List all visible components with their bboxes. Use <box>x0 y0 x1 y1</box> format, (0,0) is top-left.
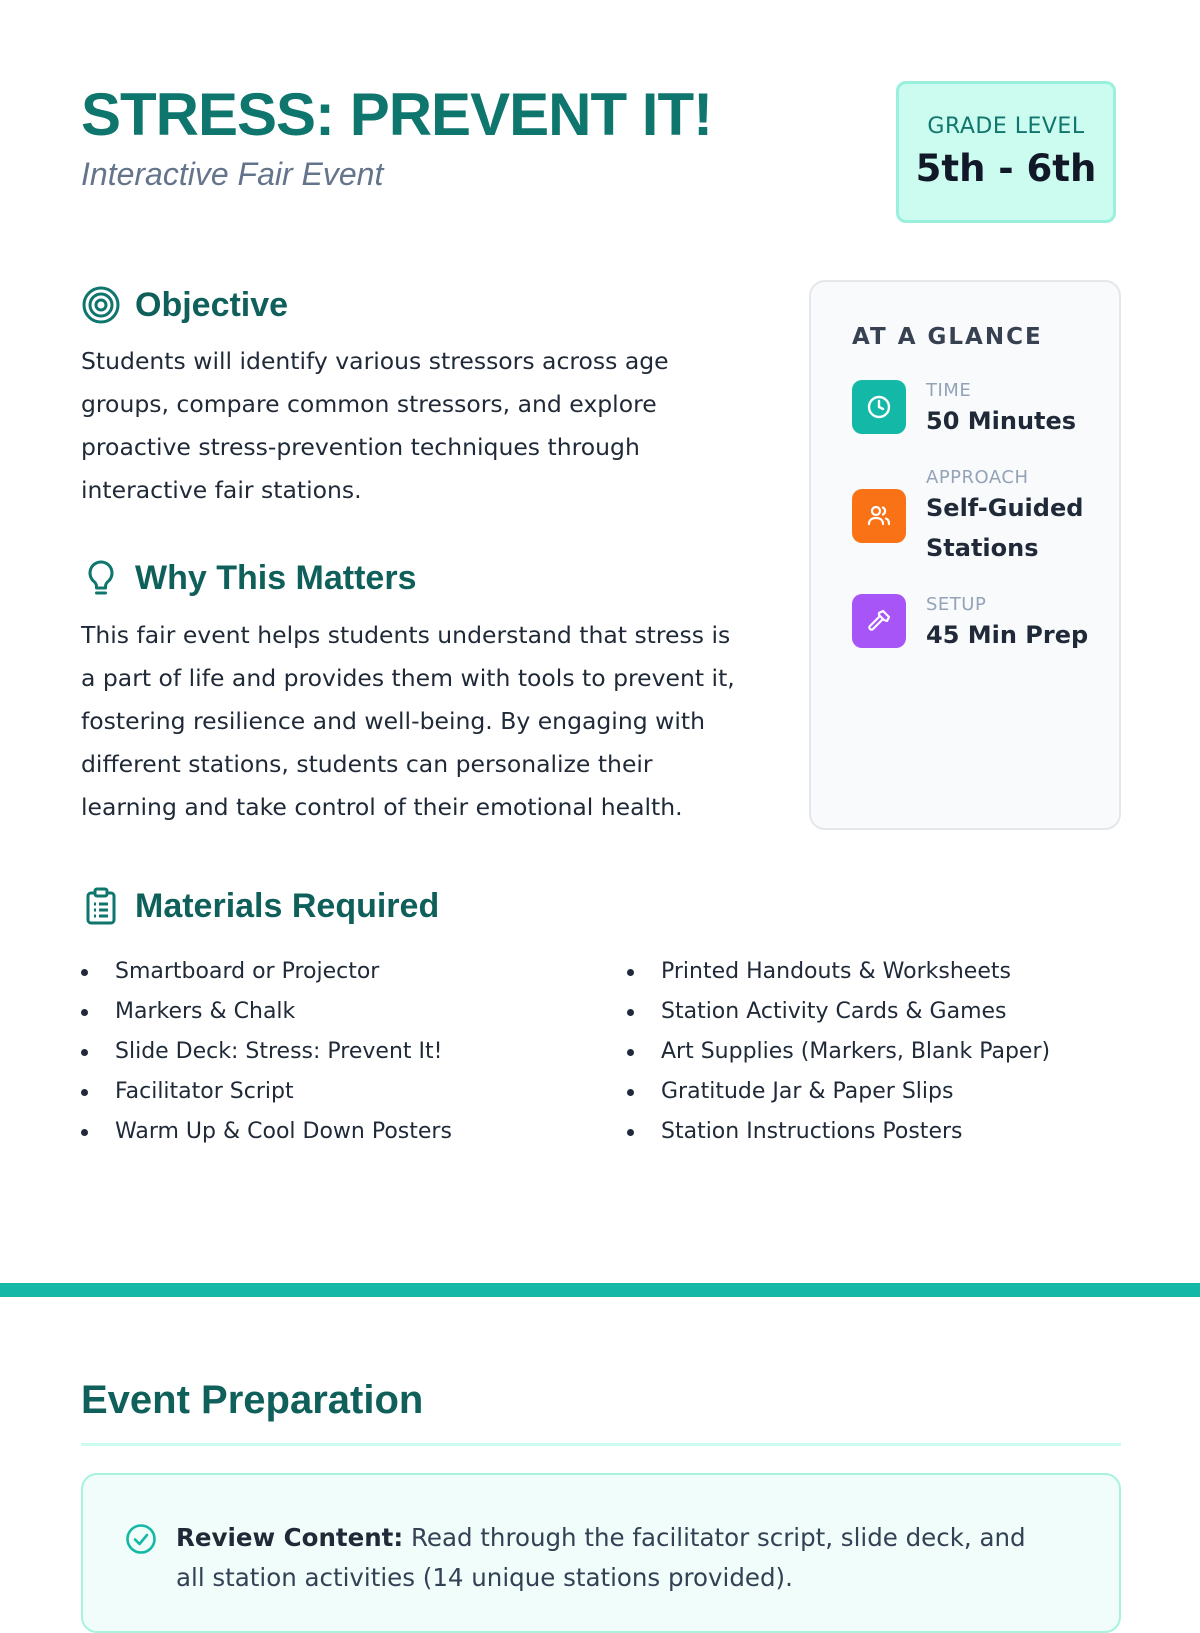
grade-level-value: 5th - 6th <box>915 147 1097 190</box>
page-title: STRESS: PREVENT IT! <box>81 81 713 148</box>
preparation-item-title: Review Content: <box>176 1523 404 1552</box>
materials-heading: Materials Required <box>135 886 440 925</box>
list-item: Smartboard or Projector <box>81 952 601 992</box>
grade-level-badge <box>896 81 1116 223</box>
section-divider <box>0 1283 1200 1297</box>
list-item: Printed Handouts & Worksheets <box>627 952 1147 992</box>
list-item: Facilitator Script <box>81 1072 601 1112</box>
list-item: Warm Up & Cool Down Posters <box>81 1112 601 1152</box>
glance-time-value: 50 Minutes <box>926 407 1077 435</box>
page-subtitle: Interactive Fair Event <box>81 156 384 192</box>
glance-item-approach <box>852 467 1086 568</box>
preparation-card <box>81 1473 1121 1633</box>
materials-list-right <box>627 952 1147 1152</box>
glance-item-time <box>852 380 1076 441</box>
check-circle-icon <box>124 1522 158 1556</box>
glance-time-label: TIME <box>926 380 972 401</box>
glance-item-setup <box>852 594 1088 655</box>
lightbulb-icon <box>81 558 121 598</box>
grade-level-label: GRADE LEVEL <box>927 114 1085 139</box>
at-a-glance-title: AT A GLANCE <box>852 324 1043 350</box>
why-heading: Why This Matters <box>135 558 417 597</box>
heading-underline <box>81 1443 1121 1446</box>
clipboard-icon <box>81 886 121 926</box>
at-a-glance-card <box>809 280 1121 830</box>
materials-heading-row <box>81 886 439 926</box>
materials-list-left <box>81 952 601 1152</box>
users-icon <box>852 489 906 543</box>
preparation-item <box>124 1518 1044 1598</box>
objective-heading-row <box>81 285 288 325</box>
glance-approach-label: APPROACH <box>926 467 1029 488</box>
list-item: Markers & Chalk <box>81 992 601 1032</box>
glance-approach-value: Self-Guided Stations <box>926 494 1084 562</box>
list-item: Gratitude Jar & Paper Slips <box>627 1072 1147 1112</box>
list-item: Art Supplies (Markers, Blank Paper) <box>627 1032 1147 1072</box>
hammer-icon <box>852 594 906 648</box>
why-heading-row <box>81 558 416 598</box>
preparation-item-text <box>176 1518 1044 1598</box>
list-item: Station Activity Cards & Games <box>627 992 1147 1032</box>
list-item: Station Instructions Posters <box>627 1112 1147 1152</box>
preparation-item-body: Read through the facilitator script, slide deck, and all station activities (14 unique stations provided). <box>176 1523 1026 1592</box>
why-body: This fair event helps students understand that stress is a part of life and provides them with tools to prevent it, fostering resilience and well-being. By engaging with different stations, students can personalize their learning and take control of their emotional health. <box>81 621 735 821</box>
event-preparation-heading: Event Preparation <box>81 1378 424 1422</box>
objective-body: Students will identify various stressors across age groups, compare common stressors, and explore proactive stress-prevention techniques through interactive fair stations. <box>81 347 669 504</box>
list-item: Slide Deck: Stress: Prevent It! <box>81 1032 601 1072</box>
target-icon <box>81 285 121 325</box>
objective-heading: Objective <box>135 285 289 324</box>
glance-setup-value: 45 Min Prep <box>926 621 1089 649</box>
glance-setup-label: SETUP <box>926 594 987 615</box>
clock-icon <box>852 380 906 434</box>
